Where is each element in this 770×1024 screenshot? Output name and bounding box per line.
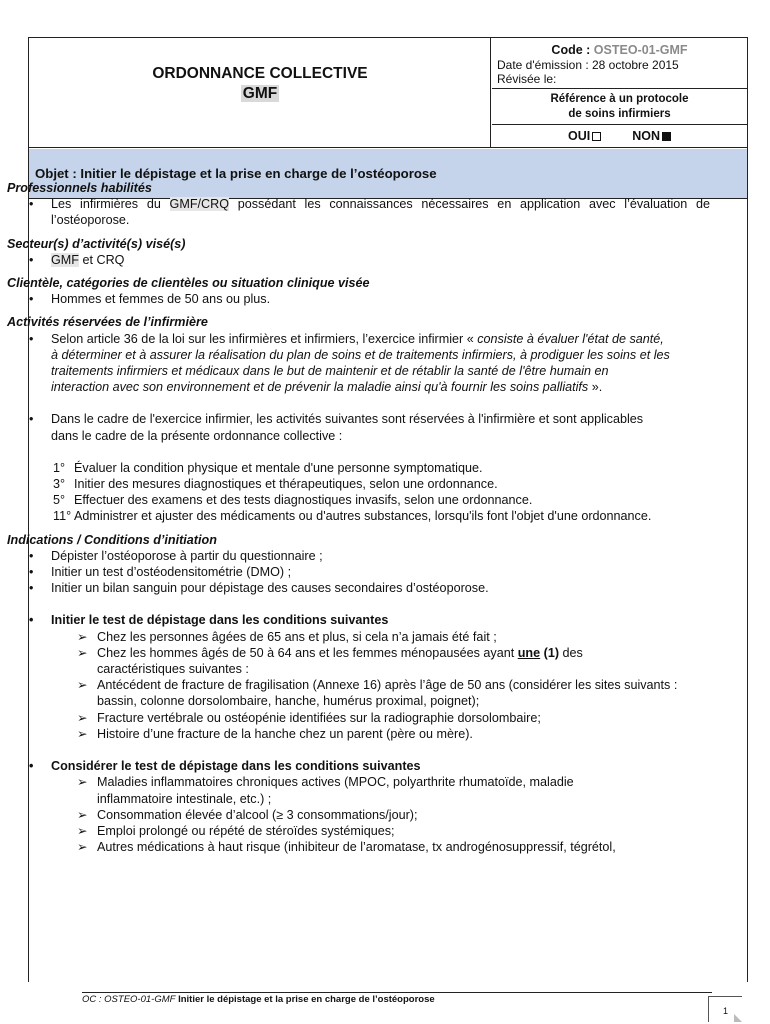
bullet-icon: • — [29, 252, 34, 267]
arrow-item — [7, 839, 710, 855]
highlight-gmf: GMF — [51, 252, 79, 267]
item-number: 3° — [53, 477, 66, 492]
item-number: 5° — [53, 493, 66, 508]
document-subtitle — [29, 84, 491, 103]
text-segment: des caractéristiques suivantes : — [97, 645, 583, 677]
empty-checkbox-icon — [592, 132, 601, 141]
header-title-cell — [29, 38, 491, 148]
list-item — [7, 291, 710, 307]
bullet-icon: • — [29, 412, 34, 427]
text-segment: Fracture vertébrale ou ostéopénie identifiées sur la radiographie dorsolombaire; — [97, 710, 541, 725]
section-title-secteur: Secteur(s) d’activité(s) visé(s) — [7, 236, 186, 251]
list-item — [7, 196, 710, 228]
list-item — [7, 548, 710, 564]
revision-date: Révisée le: — [497, 72, 557, 86]
page-fold-icon — [734, 1014, 742, 1022]
list-item — [7, 564, 710, 580]
bullet-icon: • — [29, 197, 34, 212]
text-segment: Administrer et ajuster des médicaments ou d'autres substances, lorsqu'ils font l'objet d'une ordonnance. — [74, 509, 652, 524]
page-number — [708, 996, 742, 1022]
text-segment: Dans le cadre de l'exercice infirmier, les activités suivantes sont réservées à l'infirmière et sont applicables dans le cadre de la présente ordonnance collective : — [51, 412, 644, 443]
text-segment: Chez les hommes âgés de 50 à 64 ans et les femmes ménopausées ayant — [97, 645, 518, 660]
filled-checkbox-icon — [662, 132, 671, 141]
objet-banner: Objet : Initier le dépistage et la prise en charge de l’ostéoporose — [29, 149, 747, 199]
text-segment: Chez les personnes âgées de 65 ans et plus, si cela n’a jamais été fait ; — [97, 629, 497, 644]
oui-label: OUI — [568, 129, 591, 143]
reference-box — [492, 89, 747, 125]
list-item — [7, 758, 710, 774]
footer — [82, 994, 435, 1006]
text-segment: Évaluer la condition physique et mentale d'une personne symptomatique. — [74, 460, 483, 475]
emphasis-une: une — [517, 645, 541, 660]
arrow-icon: ➢ — [77, 710, 88, 725]
numbered-item — [7, 508, 710, 524]
list-item — [7, 252, 710, 268]
highlight-gmf-crq: GMF/CRQ — [169, 197, 230, 212]
item-number: 11° — [53, 509, 72, 524]
bullet-icon: • — [29, 548, 34, 563]
arrow-icon: ➢ — [77, 807, 88, 822]
text-segment: Dépister l’ostéoporose à partir du questionnaire ; — [51, 548, 323, 563]
item-number: 1° — [53, 460, 66, 475]
arrow-item — [7, 629, 710, 645]
text-segment: possédant les connaissances nécessaires en application avec l’évaluation de l’ostéoporose. — [51, 197, 711, 228]
text-segment: Histoire d’une fracture de la hanche chez un parent (père ou mère). — [97, 726, 473, 741]
section-title-professionnels: Professionnels habilités — [7, 181, 152, 195]
footer-title: Initier le dépistage et la prise en charge de l’ostéoporose — [175, 994, 435, 1005]
text-segment: Hommes et femmes de 50 ans ou plus. — [51, 292, 271, 307]
arrow-icon: ➢ — [77, 629, 88, 644]
code-box — [492, 38, 747, 89]
bullet-icon: • — [29, 292, 34, 307]
text-segment: Antécédent de fracture de fragilisation (Annexe 16) après l’âge de 50 ans (considérer les sites suivants : bassin, colonne dorsolombaire, hanche, humérus proximal, poignet); — [97, 678, 678, 709]
text-segment: Les infirmières du — [51, 197, 170, 212]
arrow-item — [7, 774, 710, 806]
bullet-icon: • — [29, 331, 34, 346]
date-emission: Date d'émission : 28 octobre 2015 — [497, 58, 679, 72]
code-value: OSTEO-01-GMF — [593, 43, 688, 57]
text-segment: Initier un test d’ostéodensitométrie (DMO) ; — [51, 565, 292, 580]
arrow-icon: ➢ — [77, 775, 88, 790]
arrow-icon: ➢ — [77, 645, 88, 660]
document-body — [7, 180, 710, 855]
reference-line-2: de soins infirmiers — [568, 108, 671, 120]
arrow-icon: ➢ — [77, 726, 88, 741]
list-item — [7, 411, 710, 443]
section-title-indications: Indications / Conditions d’initiation — [7, 532, 217, 547]
arrow-icon: ➢ — [77, 823, 88, 838]
arrow-icon: ➢ — [77, 678, 88, 693]
code-label: Code : — [551, 43, 591, 57]
text-segment: Effectuer des examens et des tests diagnostiques invasifs, selon une ordonnance. — [74, 493, 533, 508]
text-segment: Initier un bilan sanguin pour dépistage des causes secondaires d’ostéoporose. — [51, 581, 489, 596]
text-segment: Selon article 36 de la loi sur les infirmières et infirmiers, l’exercice infirmier « — [51, 331, 478, 346]
subtitle-highlight: GMF — [242, 85, 278, 102]
law-quote: consiste à évaluer l'état de santé, à déterminer et à assurer la réalisation du plan de soins et de traitements infirmiers, à prodiguer les soins et les traitements infirmiers et médicaux dans le but de maintenir et de rétablir la santé de l'être humain en interaction avec son environnement et de prévenir la maladie ainsi qu'à fournir les soins palliatifs — [51, 331, 670, 395]
emphasis-one: (1) — [540, 645, 560, 660]
page-number-value: 1 — [722, 1006, 728, 1016]
header-table — [29, 38, 747, 148]
arrow-item — [7, 807, 710, 823]
numbered-item — [7, 460, 710, 476]
list-item — [7, 331, 710, 396]
header-meta-cell — [492, 38, 747, 148]
footer-divider — [82, 992, 712, 993]
oui-non-box — [492, 125, 747, 148]
bullet-icon: • — [29, 581, 34, 596]
arrow-item — [7, 823, 710, 839]
document-title: ORDONNANCE COLLECTIVE — [152, 65, 368, 82]
arrow-item — [7, 677, 710, 709]
text-segment: et CRQ — [78, 252, 125, 267]
arrow-icon: ➢ — [77, 840, 88, 855]
arrow-item — [7, 645, 710, 677]
arrow-item — [7, 710, 710, 726]
section-title-clientele: Clientèle, catégories de clientèles ou situation clinique visée — [7, 276, 370, 291]
reference-line-1: Référence à un protocole — [550, 93, 689, 105]
numbered-item — [7, 476, 710, 492]
text-segment: Autres médications à haut risque (inhibiteur de l’aromatase, tx androgénosuppressif, tégrétol, — [97, 840, 616, 855]
list-item — [7, 580, 710, 596]
text-segment: Maladies inflammatoires chroniques actives (MPOC, polyarthrite rhumatoïde, maladie inflammatoire intestinale, etc.) ; — [97, 775, 574, 806]
bullet-icon: • — [29, 565, 34, 580]
text-segment: Emploi prolongé ou répété de stéroïdes systémiques; — [97, 823, 395, 838]
section-title-activites: Activités réservées de l’infirmière — [7, 315, 208, 330]
arrow-item — [7, 726, 710, 742]
subsection-title: Considérer le test de dépistage dans les conditions suivantes — [51, 759, 421, 774]
text-segment: Consommation élevée d’alcool (≥ 3 consommations/jour); — [97, 807, 418, 822]
list-item — [7, 612, 710, 628]
numbered-item — [7, 492, 710, 508]
text-segment: ». — [588, 380, 603, 395]
non-label: NON — [632, 129, 660, 143]
subsection-title: Initier le test de dépistage dans les conditions suivantes — [51, 613, 389, 628]
bullet-icon: • — [29, 613, 34, 628]
code-line — [492, 43, 747, 58]
footer-code: OC : OSTEO-01-GMF — [82, 994, 176, 1005]
text-segment: Initier des mesures diagnostiques et thérapeutiques, selon une ordonnance. — [74, 477, 498, 492]
bullet-icon: • — [29, 759, 34, 774]
